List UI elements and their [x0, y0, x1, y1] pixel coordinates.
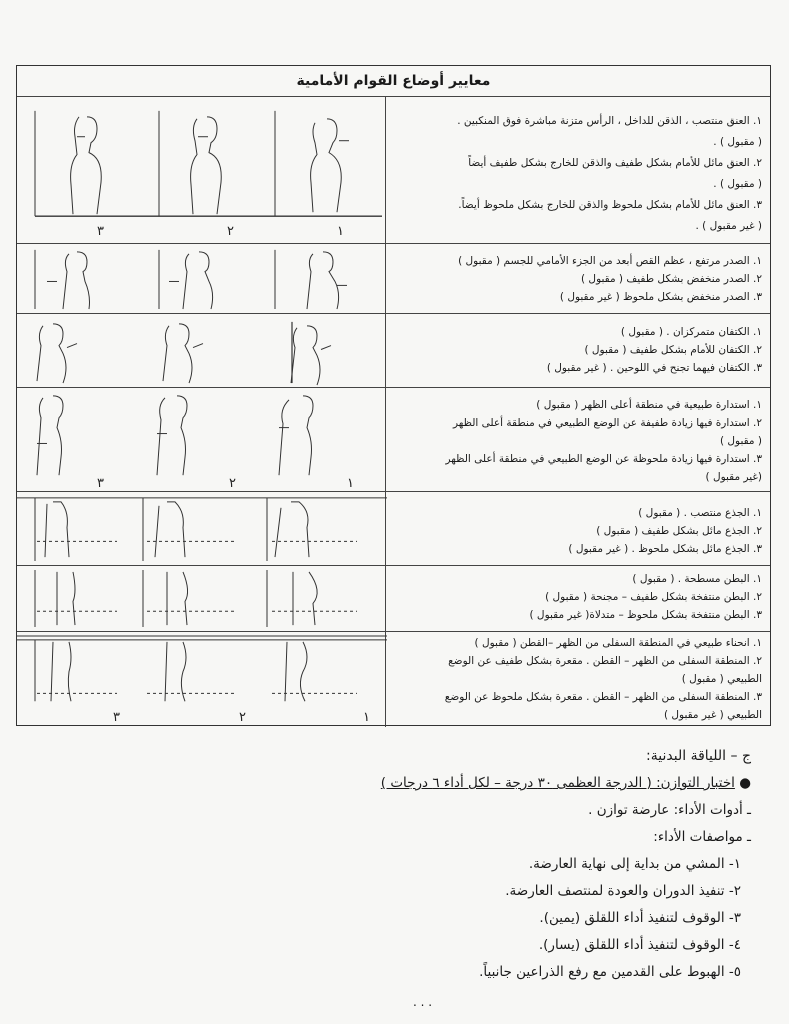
- test-title: ● اختبار التوازن: ( الدرجة العظمى ٣٠ درجة – لكل أداء ٦ درجات ): [380, 775, 751, 791]
- posture-figure: [37, 322, 331, 385]
- posture-figures: [17, 244, 387, 313]
- posture-figure: [47, 252, 347, 309]
- criteria-line: (غير مقبول ): [705, 471, 762, 483]
- criteria-line: ١. الكتفان متمركزان . ( مقبول ): [620, 326, 762, 338]
- figure-number: ٢: [228, 476, 236, 491]
- criteria-row-upper-back: [17, 387, 770, 491]
- criteria-line: ٣. الجذع مائل بشكل ملحوظ . ( غير مقبول ): [568, 543, 762, 555]
- criteria-line: ٣. استدارة فيها زيادة ملحوظة عن الوضع الطبيعي في منطقة أعلى الظهر: [445, 453, 762, 465]
- criteria-line: ٣. العنق مائل للأمام بشكل ملحوظ والذقن للخارج بشكل ملحوظ أيضاً.: [458, 199, 762, 211]
- spec-item: ٢- تنفيذ الدوران والعودة لمنتصف العارضة.: [505, 883, 741, 899]
- figure-number: ١: [337, 224, 344, 240]
- criteria-text: [385, 632, 770, 727]
- criteria-text: [385, 492, 770, 565]
- criteria-line: ١. انحناء طبيعي في المنطقة السفلى من الظهر –القطن ( مقبول ): [474, 637, 762, 649]
- criteria-line: ٢. العنق مائل للأمام بشكل طفيف والذقن للخارج بشكل طفيف أيضاً: [468, 157, 762, 169]
- posture-criteria-table: [16, 65, 771, 726]
- criteria-line: ٣. البطن منتفخة بشكل ملحوظ – متدلاة( غير مقبول ): [529, 609, 762, 621]
- criteria-line: الطبيعي ( مقبول ): [681, 673, 762, 685]
- criteria-line: الطبيعي ( غير مقبول ): [663, 709, 762, 721]
- criteria-text: [385, 566, 770, 631]
- table-title: معايير أوضاع القوام الأمامية: [17, 66, 770, 97]
- criteria-line: ١. الصدر مرتفع ، عظم القص أبعد من الجزء الأمامي للجسم ( مقبول ): [458, 255, 762, 267]
- criteria-line: ٢. الصدر منخفض بشكل طفيف ( مقبول ): [581, 273, 762, 285]
- posture-figure: [37, 396, 313, 475]
- figure-number: ٢: [239, 710, 246, 726]
- figure-number: ٣: [96, 476, 104, 491]
- criteria-row-chest: [17, 243, 770, 313]
- criteria-line: ( مقبول ) .: [713, 178, 762, 190]
- page-dots-mark: . . .: [413, 995, 433, 1009]
- criteria-row-shoulders: [17, 313, 770, 387]
- criteria-row-trunk: [17, 491, 770, 565]
- criteria-row-neck: [17, 96, 770, 243]
- posture-figure: [37, 502, 357, 557]
- criteria-text: [385, 244, 770, 313]
- section-heading: ج – اللياقة البدنية:: [646, 748, 751, 764]
- posture-figures: [17, 492, 387, 565]
- figure-number: ٣: [113, 710, 120, 726]
- posture-figures: [17, 632, 387, 727]
- figure-number: ٣: [97, 224, 104, 240]
- criteria-line: ١. العنق منتصب ، الذقن للداخل ، الرأس متزنة مباشرة فوق المنكبين .: [457, 115, 762, 127]
- posture-figure: [71, 117, 349, 214]
- criteria-line: ٣. الصدر منخفض بشكل ملحوظ ( غير مقبول ): [559, 291, 762, 303]
- spec-item: ٤- الوقوف لتنفيذ أداء اللقلق (يسار).: [538, 937, 741, 953]
- criteria-row-abdomen: [17, 565, 770, 631]
- criteria-line: ( غير مقبول ) .: [695, 220, 762, 232]
- figure-number: ١: [363, 710, 370, 726]
- posture-figures: [17, 388, 387, 491]
- criteria-text: [385, 388, 770, 491]
- criteria-line: ٢. استدارة فيها زيادة طفيفة عن الوضع الطبيعي في منطقة أعلى الظهر: [452, 417, 762, 429]
- spec-item: ٣- الوقوف لتنفيذ أداء اللقلق (يمين).: [539, 910, 741, 926]
- criteria-text: [385, 97, 770, 243]
- criteria-text: [385, 314, 770, 387]
- physical-fitness-section: [231, 743, 751, 986]
- criteria-line: ( مقبول ): [719, 435, 762, 447]
- tools-line: ـ أدوات الأداء: عارضة توازن .: [588, 802, 751, 818]
- criteria-line: ٢. البطن منتفخة بشكل طفيف – مجنحة ( مقبول ): [545, 591, 762, 603]
- spec-item: ٥- الهبوط على القدمين مع رفع الذراعين جانبياً.: [479, 964, 741, 980]
- test-title-text: اختبار التوازن: ( الدرجة العظمى ٣٠ درجة – لكل أداء ٦ درجات ): [380, 775, 735, 791]
- criteria-line: ٣. المنطقة السفلى من الظهر – القطن . مقعرة بشكل ملحوظ عن الوضع: [444, 691, 762, 703]
- criteria-line: ( مقبول ) .: [713, 136, 762, 148]
- criteria-row-lower-back: [17, 631, 770, 727]
- posture-figures: [17, 314, 387, 387]
- figure-number: ٢: [226, 224, 234, 240]
- criteria-line: ٢. الكتفان للأمام بشكل طفيف ( مقبول ): [584, 344, 762, 356]
- posture-figure: [37, 572, 357, 625]
- criteria-line: ٣. الكتفان فيهما تجنح في اللوحين . ( غير مقبول ): [546, 362, 762, 374]
- criteria-line: ١. استدارة طبيعية في منطقة أعلى الظهر ( مقبول ): [536, 399, 762, 411]
- specs-label: ـ مواصفات الأداء:: [653, 829, 751, 845]
- spec-item: ١- المشي من بداية إلى نهاية العارضة.: [528, 856, 741, 872]
- criteria-line: ١. الجذع منتصب . ( مقبول ): [638, 507, 762, 519]
- posture-figures: [17, 566, 387, 631]
- posture-figure: [37, 642, 357, 701]
- criteria-line: ٢. المنطقة السفلى من الظهر – القطن . مقعرة بشكل طفيف عن الوضع: [448, 655, 762, 667]
- criteria-line: ١. البطن مسطحة . ( مقبول ): [632, 573, 762, 585]
- criteria-line: ٢. الجذع مائل بشكل طفيف ( مقبول ): [596, 525, 762, 537]
- posture-figures: [17, 97, 387, 243]
- figure-number: ١: [347, 476, 354, 491]
